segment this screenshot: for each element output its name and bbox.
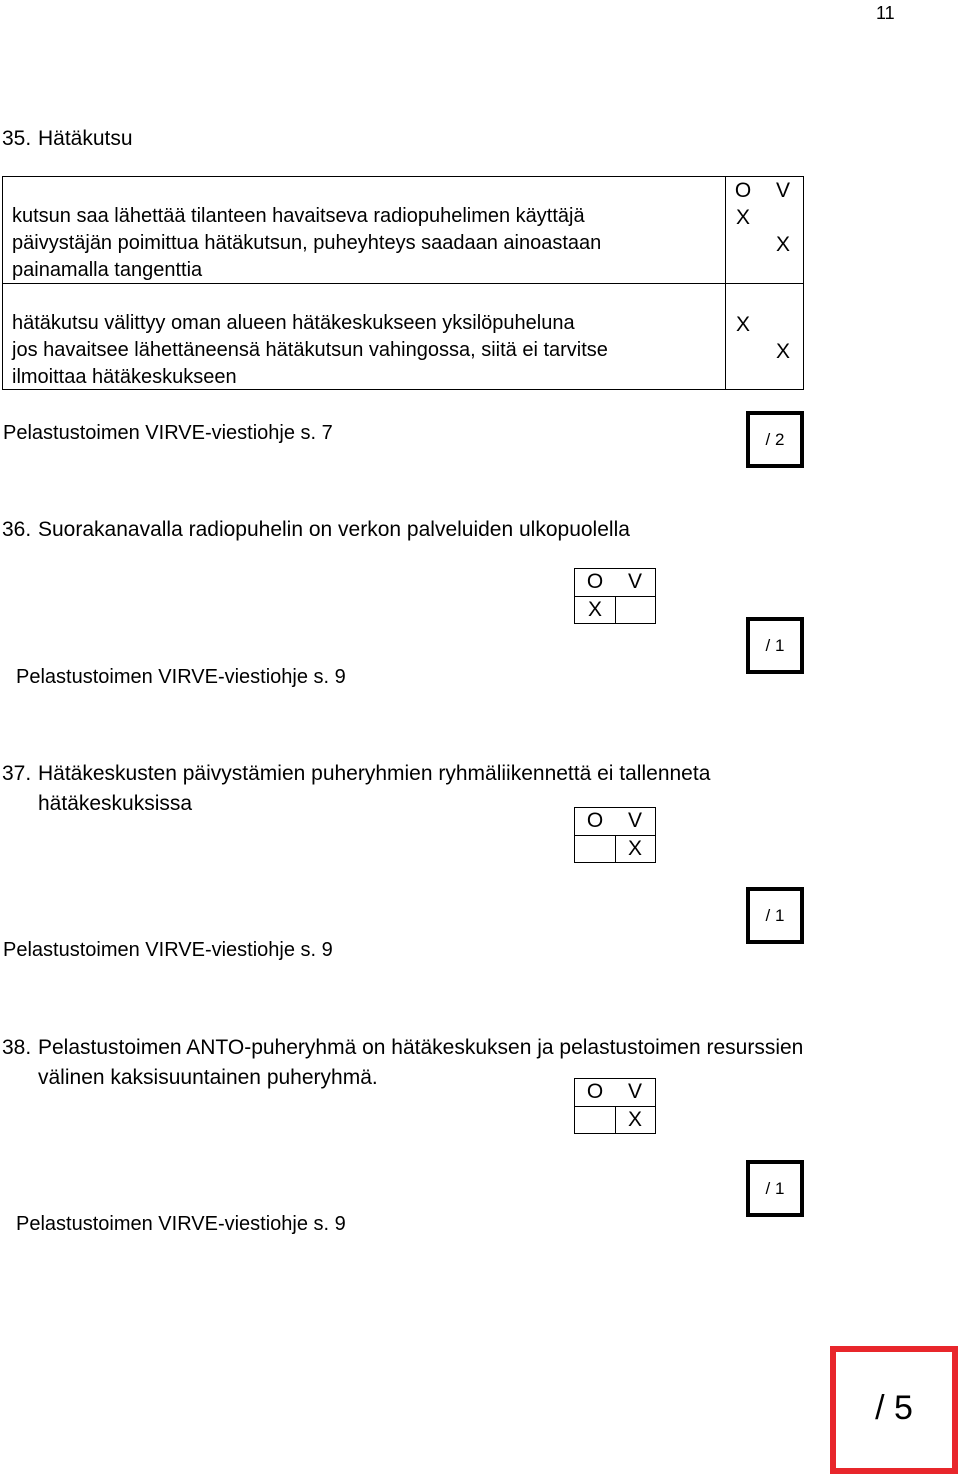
header-o: O <box>586 570 604 593</box>
statement-3-line-1: hätäkutsu välittyy oman alueen hätäkeskukseen yksilöpuheluna <box>12 312 575 334</box>
q36-source: Pelastustoimen VIRVE-viestiohje s. 9 <box>16 666 346 688</box>
question-35-title <box>2 124 133 154</box>
q35-score-box: / 2 <box>746 411 804 468</box>
header-v: V <box>627 570 642 593</box>
question-37-title <box>2 759 710 789</box>
question-text: Hätäkutsu <box>38 127 133 150</box>
statement-1-line-1: kutsun saa lähettää tilanteen havaitseva radiopuhelimen käyttäjä <box>12 205 585 227</box>
statement-4-line-2: ilmoittaa hätäkeskukseen <box>12 366 237 388</box>
statement-2-line-2: painamalla tangenttia <box>12 259 203 281</box>
total-score-box: / 5 <box>830 1346 958 1474</box>
header-v: V <box>627 809 642 832</box>
question-number: 37. <box>2 762 32 785</box>
header-o: O <box>734 179 752 202</box>
answer-mark: X <box>735 206 750 229</box>
q37-answer-grid <box>574 807 656 863</box>
page-number: 11 <box>876 3 895 23</box>
question-37-title-line-2: hätäkeskuksissa <box>38 792 193 815</box>
q38-source: Pelastustoimen VIRVE-viestiohje s. 9 <box>16 1213 346 1235</box>
question-text-line-1: Pelastustoimen ANTO-puheryhmä on hätäkeskuksen ja pelastustoimen resurssien <box>38 1036 804 1059</box>
question-number: 36. <box>2 518 32 541</box>
q35-source: Pelastustoimen VIRVE-viestiohje s. 7 <box>3 422 333 444</box>
header-v: V <box>627 1080 642 1103</box>
answer-mark: X <box>775 340 790 363</box>
question-text-line-1: Hätäkeskusten päivystämien puheryhmien ryhmäliikennettä ei tallenneta <box>38 762 711 785</box>
header-o: O <box>586 809 604 832</box>
question-number: 38. <box>2 1036 32 1059</box>
header-o: O <box>586 1080 604 1103</box>
question-38-title-line-2: välinen kaksisuuntainen puheryhmä. <box>38 1066 378 1089</box>
q35-table <box>2 176 804 390</box>
q38-answer-grid <box>574 1078 656 1134</box>
question-number: 35. <box>2 127 32 150</box>
statement-4-line-1: jos havaitsee lähettäneensä hätäkutsun vahingossa, siitä ei tarvitse <box>12 339 608 361</box>
answer-v-cell: X <box>627 837 642 860</box>
answer-o-cell: X <box>587 598 602 621</box>
question-text: Suorakanavalla radiopuhelin on verkon palveluiden ulkopuolella <box>38 518 630 541</box>
q37-source: Pelastustoimen VIRVE-viestiohje s. 9 <box>3 939 333 961</box>
q38-score-box: / 1 <box>746 1160 804 1217</box>
header-v: V <box>775 179 790 202</box>
answer-v-cell: X <box>627 1108 642 1131</box>
question-38-title <box>2 1033 803 1063</box>
q36-score-box: / 1 <box>746 617 804 674</box>
answer-mark: X <box>775 233 790 256</box>
q37-score-box: / 1 <box>746 887 804 944</box>
answer-mark: X <box>735 313 750 336</box>
q36-answer-grid <box>574 568 656 624</box>
question-36-title <box>2 515 630 545</box>
statement-2-line-1: päivystäjän poimittua hätäkutsun, puheyhteys saadaan ainoastaan <box>12 232 602 254</box>
